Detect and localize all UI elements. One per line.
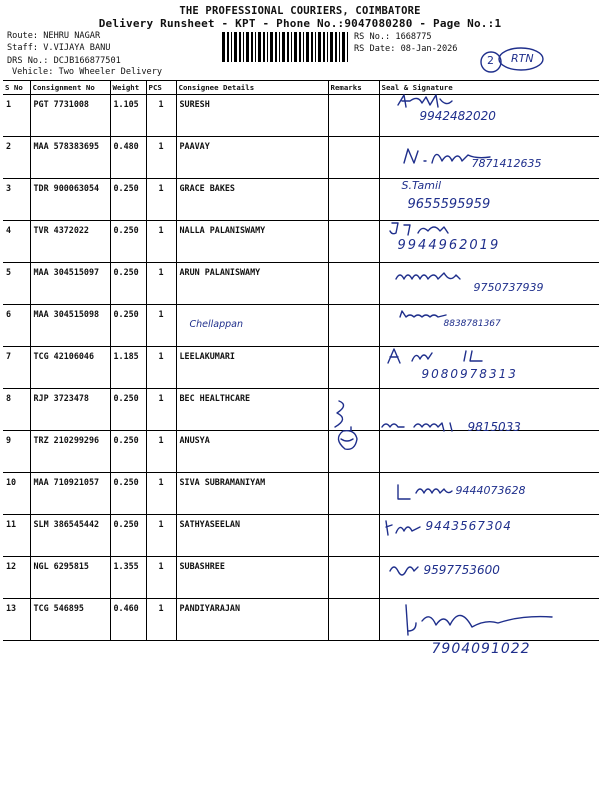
cell-sno: 6	[3, 305, 30, 347]
signature-phone: 9444073628	[455, 484, 526, 497]
cell-remarks	[328, 221, 379, 263]
cell-remarks	[328, 95, 379, 137]
cell-sno: 9	[3, 431, 30, 473]
cell-sno: 4	[3, 221, 30, 263]
signature-phone: 7904091022	[431, 641, 531, 657]
rtn-annotation-text: RTN	[511, 52, 534, 65]
cell-pcs: 1	[146, 305, 176, 347]
cell-consignment: PGT 7731008	[30, 95, 110, 137]
table-row	[3, 557, 599, 599]
cell-consignee: PANDIYARAJAN	[176, 599, 328, 641]
cell-consignee: LEELAKUMARI	[176, 347, 328, 389]
cell-consignment: RJP 3723478	[30, 389, 110, 431]
cell-remarks	[328, 599, 379, 641]
cell-pcs: 1	[146, 347, 176, 389]
table-row	[3, 431, 599, 473]
cell-consignee: SURESH	[176, 95, 328, 137]
col-pcs: PCS	[146, 81, 176, 95]
cell-signature	[379, 263, 599, 305]
rtn-annotation	[478, 44, 548, 78]
cell-consignee: SATHYASEELAN	[176, 515, 328, 557]
vehicle-label: Vehicle: Two Wheeler Delivery	[12, 67, 163, 77]
cell-consignee: ANUSYA	[176, 431, 328, 473]
cell-sno: 1	[3, 95, 30, 137]
cell-consignment: TCG 546895	[30, 599, 110, 641]
table-row	[3, 347, 599, 389]
signature-phone: 9443567304	[425, 519, 512, 533]
col-consignment: Consignment No	[30, 81, 110, 95]
table-row	[3, 515, 599, 557]
cell-weight: 1.355	[110, 557, 146, 599]
route-label: Route: NEHRU NAGAR	[7, 31, 101, 41]
cell-consignment: TCG 42106046	[30, 347, 110, 389]
rs-date: RS Date: 08-Jan-2026	[354, 44, 458, 54]
col-signature: Seal & Signature	[379, 81, 599, 95]
cell-sno: 3	[3, 179, 30, 221]
cell-sno: 5	[3, 263, 30, 305]
runsheet-subtitle: Delivery Runsheet - KPT - Phone No.:9047080280 - Page No.:1	[98, 17, 502, 30]
barcode-image	[222, 32, 348, 62]
runsheet-table-wrap	[3, 80, 599, 657]
cell-remarks	[328, 431, 379, 473]
table-row	[3, 137, 599, 179]
col-consignee: Consignee Details	[176, 81, 328, 95]
cell-remarks	[328, 179, 379, 221]
cell-consignee: ARUN PALANISWAMY	[176, 263, 328, 305]
signature-phone: 9750737939	[473, 281, 544, 294]
cell-pcs: 1	[146, 515, 176, 557]
cell-remarks	[328, 473, 379, 515]
cell-consignee: PAAVAY	[176, 137, 328, 179]
cell-pcs: 1	[146, 221, 176, 263]
table-header-row	[3, 81, 599, 95]
table-row	[3, 221, 599, 263]
table-row	[3, 263, 599, 305]
cell-weight: 1.105	[110, 95, 146, 137]
table-row	[3, 95, 599, 137]
cell-weight: 0.250	[110, 473, 146, 515]
cell-signature	[379, 557, 599, 599]
cell-remarks	[328, 137, 379, 179]
cell-consignment: MAA 578383695	[30, 137, 110, 179]
cell-signature	[379, 179, 599, 221]
cell-consignee: SIVA SUBRAMANIYAM	[176, 473, 328, 515]
signature-phone: 8838781367	[443, 319, 501, 329]
table-row	[3, 179, 599, 221]
signature-phone: 9942482020	[419, 109, 496, 123]
col-remarks: Remarks	[328, 81, 379, 95]
cell-signature	[379, 420, 599, 473]
signature-name: S.Tamil	[401, 179, 442, 192]
cell-consignee: NALLA PALANISWAMY	[176, 221, 328, 263]
cell-pcs: 1	[146, 179, 176, 221]
cell-sno: 8	[3, 389, 30, 431]
cell-sno: 12	[3, 557, 30, 599]
cell-sno: 10	[3, 473, 30, 515]
cell-remarks	[328, 389, 379, 431]
cell-consignment: SLM 386545442	[30, 515, 110, 557]
cell-sno: 2	[3, 137, 30, 179]
signature-phone: 9080978313	[421, 367, 518, 381]
cell-pcs: 1	[146, 431, 176, 473]
cell-weight: 1.185	[110, 347, 146, 389]
cell-pcs: 1	[146, 389, 176, 431]
cell-consignee: SUBASHREE	[176, 557, 328, 599]
cell-signature	[379, 473, 599, 515]
cell-weight: 0.250	[110, 263, 146, 305]
cell-consignee: GRACE BAKES	[176, 179, 328, 221]
cell-consignment: TRZ 210299296	[30, 431, 110, 473]
cell-remarks	[328, 557, 379, 599]
handwritten-consignee: Chellappan	[189, 319, 244, 330]
cell-remarks	[328, 263, 379, 305]
cell-pcs: 1	[146, 137, 176, 179]
cell-consignment: MAA 710921057	[30, 473, 110, 515]
cell-signature	[379, 599, 599, 657]
cell-weight: 0.480	[110, 137, 146, 179]
cell-consignment: NGL 6295815	[30, 557, 110, 599]
cell-sno: 11	[3, 515, 30, 557]
cell-pcs: 1	[146, 557, 176, 599]
company-title: THE PROFESSIONAL COURIERS, COIMBATORE	[179, 5, 421, 17]
col-weight: Weight	[110, 81, 146, 95]
cell-signature	[379, 515, 599, 557]
cell-weight: 0.250	[110, 221, 146, 263]
col-sno: S No	[3, 81, 30, 95]
cell-weight: 0.250	[110, 431, 146, 473]
signature-phone: 9815033	[467, 420, 521, 434]
cell-pcs: 1	[146, 263, 176, 305]
runsheet-table	[3, 80, 599, 657]
cell-signature	[379, 305, 599, 347]
cell-consignee: BEC HEALTHCARE	[176, 389, 328, 431]
cell-remarks	[328, 515, 379, 557]
cell-sno: 13	[3, 599, 30, 641]
cell-signature	[379, 137, 599, 179]
cell-remarks	[328, 347, 379, 389]
cell-pcs: 1	[146, 473, 176, 515]
drs-number: DRS No.: DCJB166877501	[7, 56, 121, 66]
staff-label: Staff: V.VIJAYA BANU	[7, 43, 111, 53]
cell-consignment: MAA 304515098	[30, 305, 110, 347]
cell-remarks	[328, 305, 379, 347]
signature-phone: 7871412635	[471, 157, 542, 170]
cell-weight: 0.460	[110, 599, 146, 641]
cell-sno: 7	[3, 347, 30, 389]
cell-weight: 0.250	[110, 179, 146, 221]
cell-signature	[379, 347, 599, 389]
cell-signature	[379, 95, 599, 137]
cell-pcs: 1	[146, 95, 176, 137]
signature-phone: 9944962019	[397, 238, 501, 253]
cell-consignment: MAA 304515097	[30, 263, 110, 305]
cell-weight: 0.250	[110, 515, 146, 557]
cell-weight: 0.250	[110, 389, 146, 431]
rtn-annotation-number: 2	[487, 54, 494, 67]
cell-weight: 0.250	[110, 305, 146, 347]
table-row	[3, 305, 599, 347]
cell-consignee	[176, 305, 328, 347]
signature-phone: 9597753600	[423, 563, 500, 577]
cell-consignment: TVR 4372022	[30, 221, 110, 263]
signature-phone: 9655595959	[407, 197, 491, 212]
cell-signature	[379, 221, 599, 263]
rs-number: RS No.: 1668775	[354, 32, 432, 42]
cell-consignment: TDR 900063054	[30, 179, 110, 221]
cell-pcs: 1	[146, 599, 176, 641]
table-row	[3, 473, 599, 515]
table-row	[3, 599, 599, 641]
